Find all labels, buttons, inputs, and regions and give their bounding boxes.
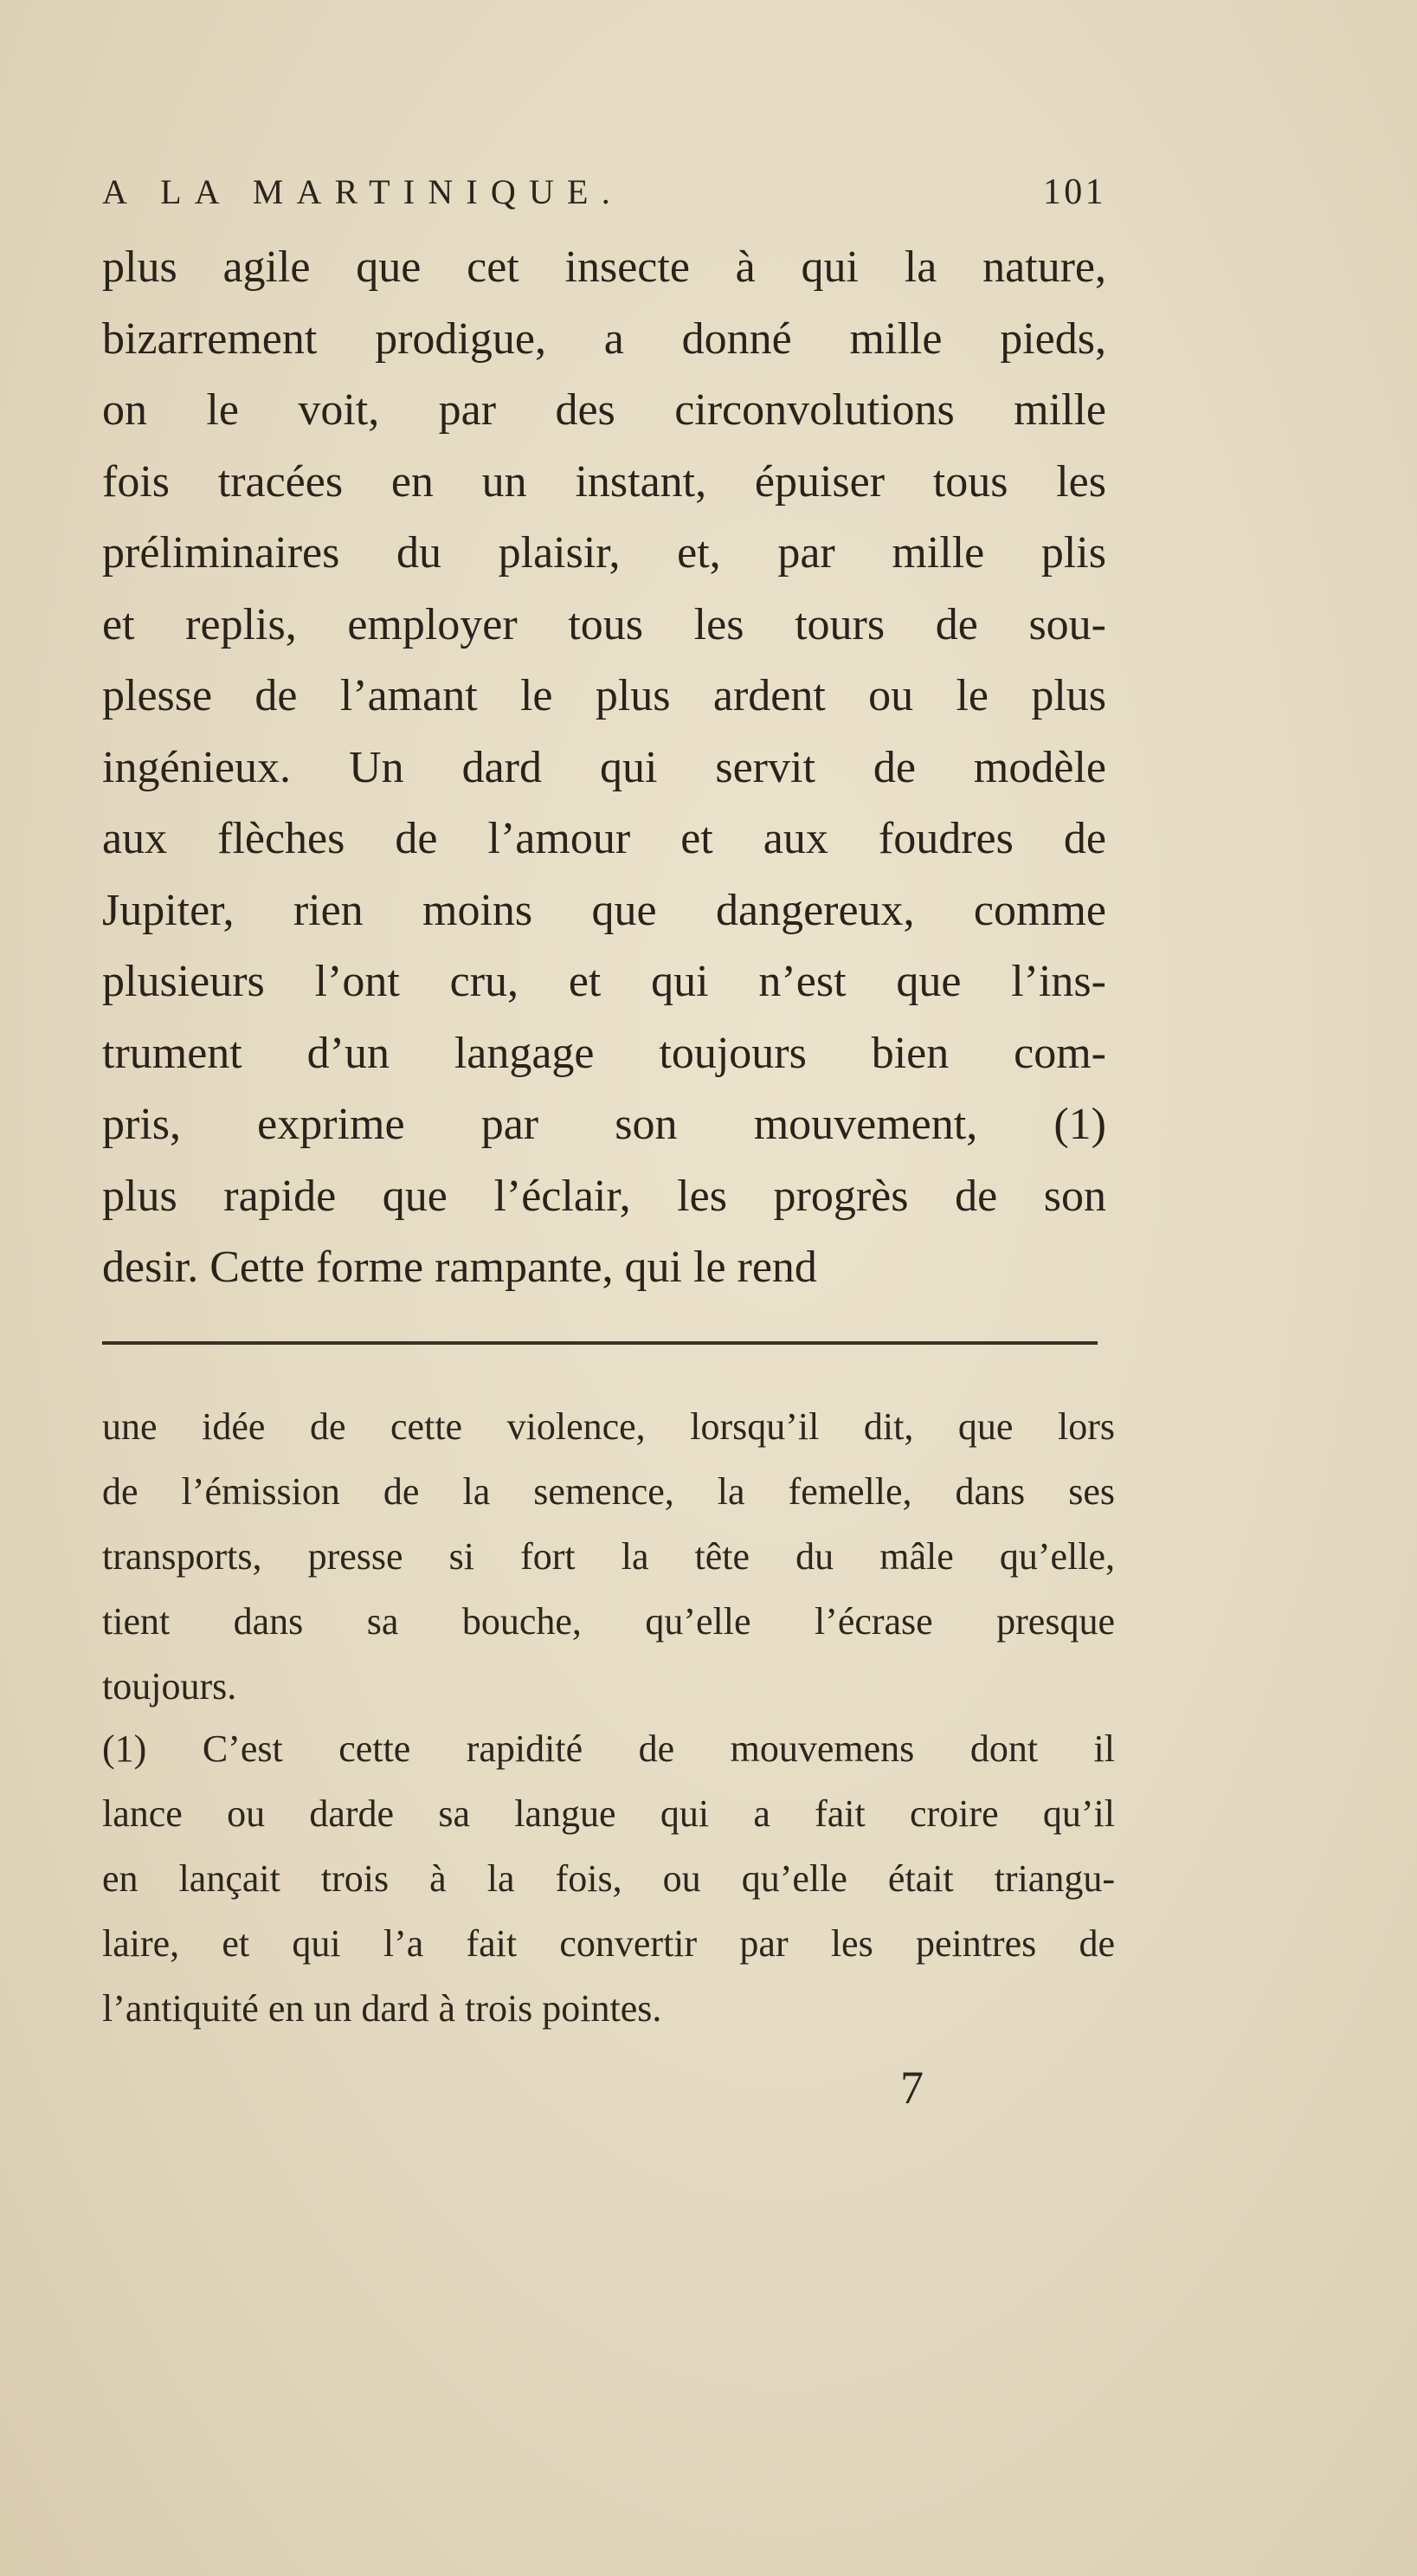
text-line: bizarrement prodigue, a donné mille pieds, bbox=[102, 313, 1106, 364]
running-head bbox=[102, 171, 1106, 223]
text-line: plus agile que cet insecte à qui la nature, bbox=[102, 242, 1106, 292]
footnote-separator-rule bbox=[102, 1341, 1098, 1345]
text-line: desir. Cette forme rampante, qui le rend bbox=[102, 1243, 817, 1292]
text-line: plusieurs l’ont cru, et qui n’est que l’ins- bbox=[102, 957, 1106, 1006]
text-line: plesse de l’amant le plus ardent ou le plus bbox=[102, 671, 1106, 720]
text-line: préliminaires du plaisir, et, par mille plis bbox=[102, 528, 1106, 578]
footnote-line: de l’émission de la semence, la femelle, dans ses bbox=[102, 1470, 1115, 1513]
footnote-line: laire, et qui l’a fait convertir par les peintres de bbox=[102, 1922, 1115, 1965]
running-head-title: A LA MARTINIQUE. bbox=[102, 172, 623, 211]
footnote-line: tient dans sa bouche, qu’elle l’écrase presque bbox=[102, 1600, 1115, 1643]
footnote-line: lance ou darde sa langue qui a fait croire qu’il bbox=[102, 1792, 1115, 1835]
text-line: aux flèches de l’amour et aux foudres de bbox=[102, 814, 1106, 863]
text-line: Jupiter, rien moins que dangereux, comme bbox=[102, 885, 1106, 935]
footnote-line: une idée de cette violence, lorsqu’il dit, que lors bbox=[102, 1405, 1115, 1448]
signature-mark: 7 bbox=[900, 2062, 924, 2114]
page-number: 101 bbox=[1042, 172, 1106, 212]
footnote-1 bbox=[102, 1716, 1115, 2041]
footnote-line: l’antiquité en un dard à trois pointes. bbox=[102, 1987, 662, 2030]
text-line: plus rapide que l’éclair, les progrès de son bbox=[102, 1171, 1106, 1221]
footnote-line: en lançait trois à la fois, ou qu’elle était triangu- bbox=[102, 1857, 1115, 1900]
text-line: fois tracées en un instant, épuiser tous les bbox=[102, 456, 1106, 507]
text-line: et replis, employer tous les tours de sou- bbox=[102, 599, 1106, 649]
main-text bbox=[102, 232, 1106, 1304]
footnote-continued bbox=[102, 1394, 1115, 1719]
footnote-line: toujours. bbox=[102, 1665, 237, 1708]
text-line: pris, exprime par son mouvement, (1) bbox=[102, 1100, 1106, 1149]
text-line: trument d’un langage toujours bien com- bbox=[102, 1028, 1106, 1078]
footnote-line: transports, presse si fort la tête du mâle qu’elle, bbox=[102, 1535, 1115, 1578]
footnote-line: (1) C’est cette rapidité de mouvemens dont il bbox=[102, 1727, 1115, 1770]
text-line: on le voit, par des circonvolutions mille bbox=[102, 385, 1106, 435]
text-line: ingénieux. Un dard qui servit de modèle bbox=[102, 742, 1106, 792]
